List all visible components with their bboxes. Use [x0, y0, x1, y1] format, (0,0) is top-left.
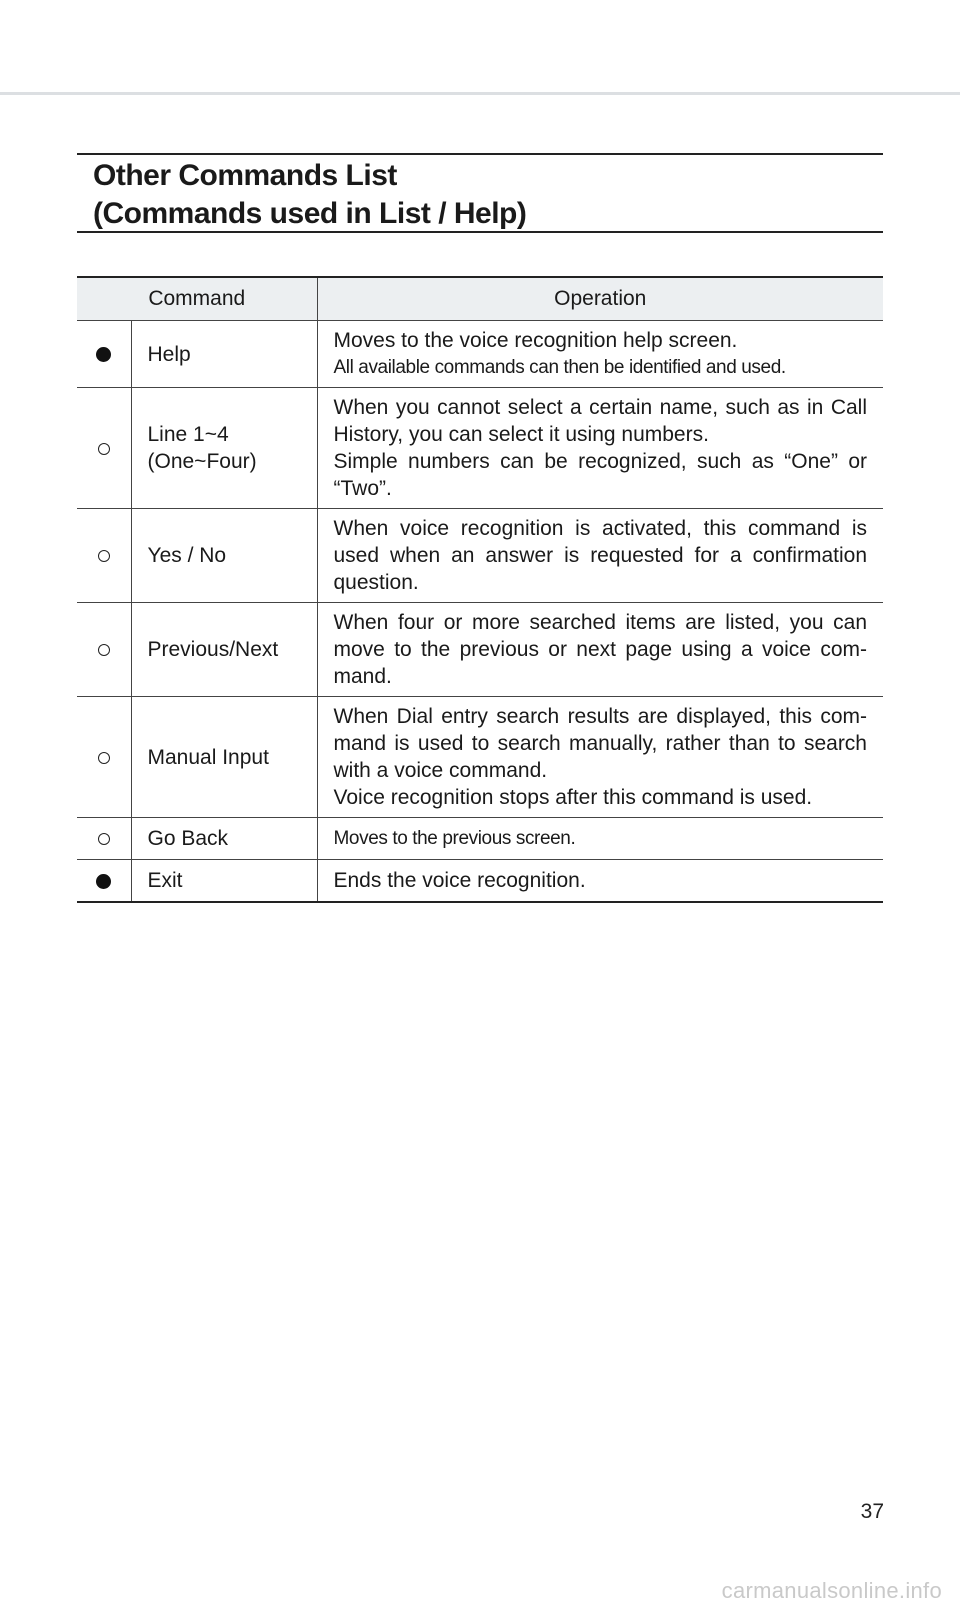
operation-text: All available commands can then be identified and used. — [333, 357, 786, 378]
section-heading — [77, 153, 883, 233]
row-marker-cell — [77, 603, 131, 697]
command-cell — [131, 697, 317, 818]
command-text: Line 1~4 — [147, 423, 229, 446]
open-circle-icon — [98, 752, 110, 764]
command-text: Help — [147, 342, 191, 366]
open-circle-icon — [98, 550, 110, 562]
table-row — [77, 697, 883, 818]
operation-cell — [317, 603, 883, 697]
open-circle-icon — [98, 443, 110, 455]
header-command: Command — [77, 277, 317, 321]
top-divider — [0, 92, 960, 95]
operation-text: When four or more searched items are listed, you can move to the previous or next page using a voice com-mand. — [333, 611, 867, 688]
table-row — [77, 509, 883, 603]
operation-cell — [317, 697, 883, 818]
header-operation: Operation — [317, 277, 883, 321]
table-row — [77, 818, 883, 860]
command-text: Go Back — [147, 827, 229, 850]
table-body — [77, 321, 883, 902]
operation-cell — [317, 818, 883, 860]
operation-text: Moves to the previous screen. — [333, 828, 576, 849]
command-text: (One~Four) — [147, 450, 257, 473]
command-text: Previous/Next — [147, 638, 279, 661]
operation-text: Ends the voice recognition. — [333, 868, 586, 892]
command-cell — [131, 860, 317, 902]
operation-cell — [317, 509, 883, 603]
table-row — [77, 860, 883, 902]
command-cell — [131, 509, 317, 603]
open-circle-icon — [98, 833, 110, 845]
command-cell — [131, 321, 317, 388]
operation-text: Simple numbers can be recognized, such as “One” or “Two”. — [333, 450, 867, 500]
operation-cell — [317, 860, 883, 902]
filled-circle-icon — [96, 874, 111, 889]
operation-text: When Dial entry search results are displayed, this com-mand is used to search manually, rather than to search with a voice command. — [333, 705, 867, 782]
table-row — [77, 388, 883, 509]
section-title-line-2: (Commands used in List / Help) — [93, 197, 527, 230]
command-text: Exit — [147, 868, 183, 892]
watermark: carmanualsonline.info — [721, 1578, 942, 1603]
operation-text: When you cannot select a certain name, such as in Call History, you can select it using numbers. — [333, 396, 867, 446]
open-circle-icon — [98, 644, 110, 656]
table-row — [77, 321, 883, 388]
command-text: Yes / No — [147, 544, 227, 567]
row-marker-cell — [77, 509, 131, 603]
operation-text: When voice recognition is activated, this command is used when an answer is requested for a confirmation question. — [333, 517, 867, 594]
row-marker-cell — [77, 697, 131, 818]
filled-circle-icon — [96, 347, 111, 362]
command-cell — [131, 388, 317, 509]
table-row — [77, 603, 883, 697]
operation-cell — [317, 321, 883, 388]
section-title-line-1: Other Commands List — [93, 159, 397, 192]
command-cell — [131, 603, 317, 697]
row-marker-cell — [77, 388, 131, 509]
operation-cell — [317, 388, 883, 509]
table-header-row — [77, 277, 883, 321]
command-text: Manual Input — [147, 745, 269, 769]
row-marker-cell — [77, 818, 131, 860]
row-marker-cell — [77, 321, 131, 388]
operation-text: Moves to the voice recognition help screen. — [333, 329, 738, 352]
command-cell — [131, 818, 317, 860]
row-marker-cell — [77, 860, 131, 902]
operation-text: Voice recognition stops after this command is used. — [333, 786, 813, 809]
page-number: 37 — [860, 1500, 884, 1523]
commands-table — [77, 276, 883, 903]
